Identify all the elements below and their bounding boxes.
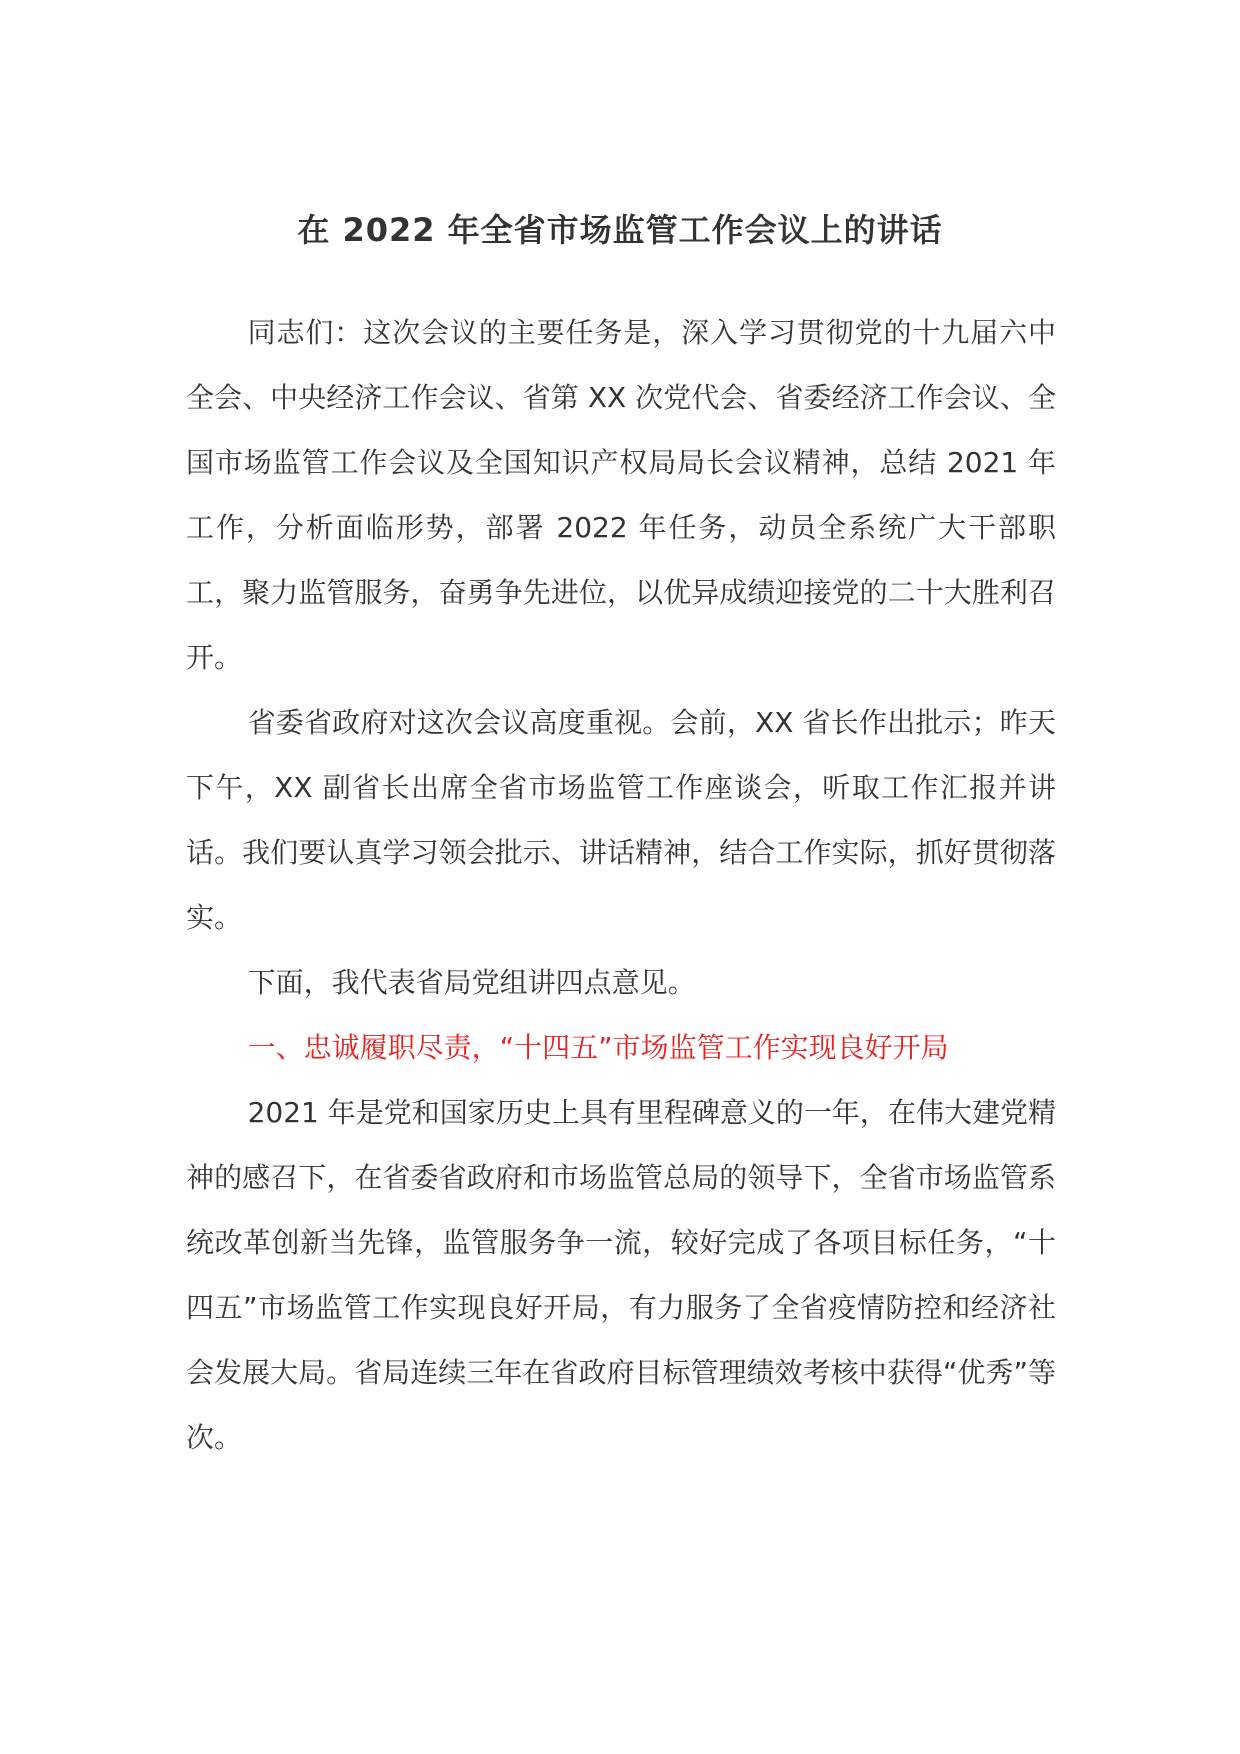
paragraph-2021-review: 2021 年是党和国家历史上具有里程碑意义的一年，在伟大建党精神的感召下，在省委省政府和市场监管总局的领导下，全省市场监管系统改革创新当先锋，监管服务争一流，较好完成了各项目标任务，“十四五”市场监管工作实现良好开局，有力服务了全省疫情防控和经济社会发展大局。省局连续三年在省政府目标管理绩效考核中获得“优秀”等次。	[186, 1096, 1056, 1454]
paragraph-intro-opinions: 下面，我代表省局党组讲四点意见。	[247, 966, 696, 999]
document-title: 在 2022 年全省市场监管工作会议上的讲话	[297, 211, 943, 249]
section-heading-one: 一、忠诚履职尽责，“十四五”市场监管工作实现良好开局	[247, 1031, 949, 1064]
paragraph-opening: 同志们：这次会议的主要任务是，深入学习贯彻党的十九届六中全会、中央经济工作会议、省第 XX 次党代会、省委经济工作会议、全国市场监管工作会议及全国知识产权局局长会议精神，总结 2021 年工作，分析面临形势，部署 2022 年任务，动员全系统广大干部职工，聚力监管服务，奋勇争先进位，以优异成绩迎接党的二十大胜利召开。	[186, 316, 1056, 674]
document-body	[186, 300, 1056, 1470]
paragraph-instructions: 省委省政府对这次会议高度重视。会前，XX 省长作出批示；昨天下午，XX 副省长出席全省市场监管工作座谈会，听取工作汇报并讲话。我们要认真学习领会批示、讲话精神，结合工作实际，抓好贯彻落实。	[186, 706, 1056, 934]
